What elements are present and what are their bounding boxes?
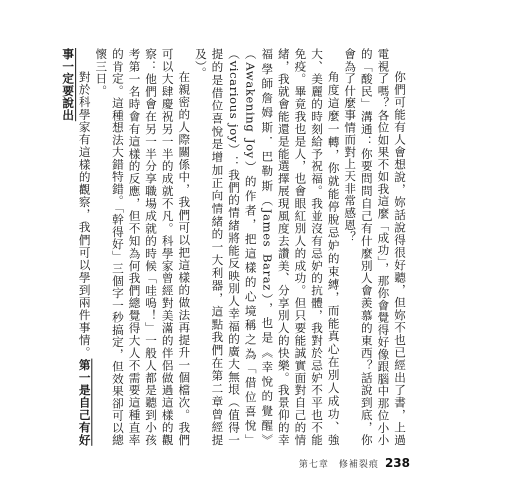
paragraph-3: 在親密的人際關係中，我們可以把這樣的做法再提升一個檔次。我們可以大肆慶祝另一半的成就不凡。科學家曾經對美滿的伴侶做過這樣的觀察：他們會在另一半分享職場成就的時候「哇嗚！」一般人都是聽到小孩考第一名時會有這樣的反應，但不知為何我們總覺得大人不需要這種直率的肯定。這種想法大錯特錯。「幹得好」三個字一秒搞定，但效果卻可以總懷三日。 [94,48,192,446]
running-footer [299,456,410,470]
paragraph-1: 你們可能有人會想說，妳話說得很好聽，但妳不也已經出了書，上過電視了嗎？各位如果不如我這麼「成功」，那你會覺得好像跟腦中那位小小的「酸民」溝通：你要問問自己有什麼別人會羨慕的東西？話說到底，你會為了什麼事情而對上天非常感恩？ [343,48,407,446]
paragraph-4-lead: 對於科學家有這樣的觀察，我們可以學到兩件事情。 [77,71,92,359]
page-number: 238 [384,456,410,470]
chapter-title: 第七章 修補裂痕 [298,460,379,470]
vertical-body-text [61,48,408,446]
emphasized-text: 第一是自己有好事一定要說出 [61,48,92,446]
paragraph-4 [60,48,93,446]
paragraph-2: 角度這麼一轉，你就能停脫忌妒的束縛，而能真心在別人成功、強大、美麗的時刻給予祝福。我並沒有忌妒的抗體，我對於忌妒不平也不能免疫。畢竟我也是人，也會眼紅別人的成功。但只要能誠實面對自己的情緒，我就會能還是能選擇展現風度去讚美、分享別人的快樂。我景仰的幸福學師詹姆斯．巴勒斯（James Baraz），也是《幸悅的覺醒》（Awakening Joy）的作者，把這樣的心境稱之為「借位喜悅」（vicarious joy）：我們的情緒將能反映別人幸福的廣大無垠（值得一提的是借位喜悅是增加正向情緒的一大利器，這點我們在第二章曾經提及）。 [193,48,341,446]
